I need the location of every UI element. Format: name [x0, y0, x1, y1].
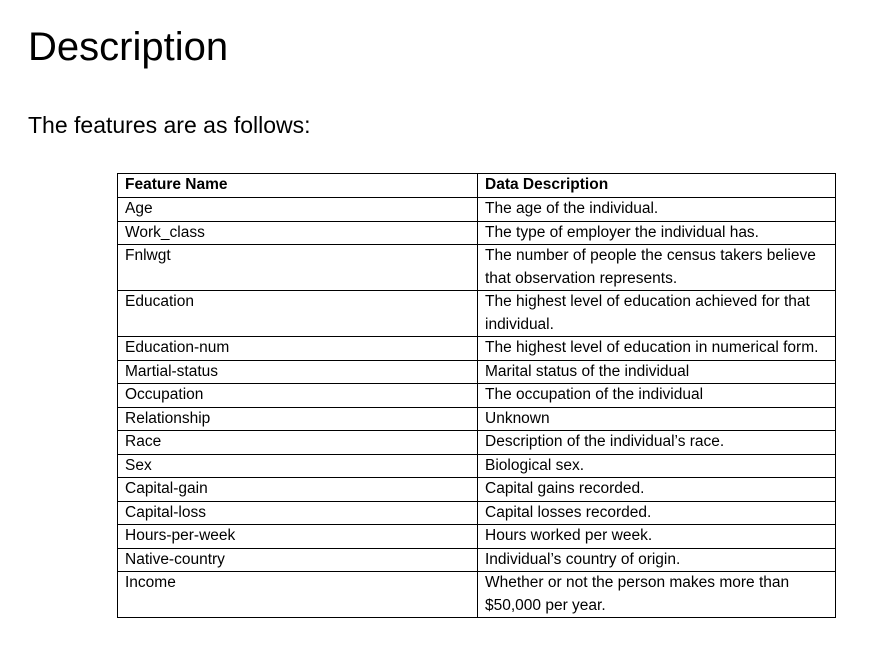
table-row — [118, 407, 836, 431]
table-row — [118, 221, 836, 245]
data-description-cell: Unknown — [478, 407, 836, 431]
table-row — [118, 245, 836, 291]
feature-name-cell: Capital-gain — [118, 478, 478, 502]
feature-name-cell: Education — [118, 291, 478, 337]
data-description-cell: The highest level of education in numerical form. — [478, 337, 836, 361]
feature-name-cell: Relationship — [118, 407, 478, 431]
table-row — [118, 337, 836, 361]
table-row — [118, 548, 836, 572]
feature-name-cell: Income — [118, 572, 478, 618]
data-description-cell: The occupation of the individual — [478, 384, 836, 408]
feature-name-cell: Capital-loss — [118, 501, 478, 525]
feature-name-cell: Race — [118, 431, 478, 455]
table-row — [118, 501, 836, 525]
data-description-cell: Hours worked per week. — [478, 525, 836, 549]
data-description-cell: Capital losses recorded. — [478, 501, 836, 525]
feature-name-cell: Education-num — [118, 337, 478, 361]
page-title: Description — [28, 25, 229, 69]
feature-name-cell: Fnlwgt — [118, 245, 478, 291]
table-row — [118, 198, 836, 222]
feature-name-cell: Work_class — [118, 221, 478, 245]
table-header-row — [118, 174, 836, 198]
data-description-cell: Marital status of the individual — [478, 360, 836, 384]
column-header-data-description: Data Description — [478, 174, 836, 198]
feature-name-cell: Age — [118, 198, 478, 222]
table-row — [118, 431, 836, 455]
table-row — [118, 525, 836, 549]
column-header-feature-name: Feature Name — [118, 174, 478, 198]
feature-name-cell: Hours-per-week — [118, 525, 478, 549]
data-description-cell: The type of employer the individual has. — [478, 221, 836, 245]
intro-text: The features are as follows: — [28, 112, 311, 138]
data-description-cell: Biological sex. — [478, 454, 836, 478]
table-row — [118, 360, 836, 384]
table-row — [118, 572, 836, 618]
data-description-cell: Capital gains recorded. — [478, 478, 836, 502]
feature-name-cell: Sex — [118, 454, 478, 478]
table-row — [118, 478, 836, 502]
data-description-cell: The age of the individual. — [478, 198, 836, 222]
feature-name-cell: Martial-status — [118, 360, 478, 384]
data-description-cell: Individual’s country of origin. — [478, 548, 836, 572]
table-row — [118, 384, 836, 408]
data-description-cell: Whether or not the person makes more than $50,000 per year. — [478, 572, 836, 618]
data-description-cell: The highest level of education achieved for that individual. — [478, 291, 836, 337]
data-description-cell: Description of the individual’s race. — [478, 431, 836, 455]
data-description-cell: The number of people the census takers believe that observation represents. — [478, 245, 836, 291]
feature-name-cell: Occupation — [118, 384, 478, 408]
table-row — [118, 291, 836, 337]
table-row — [118, 454, 836, 478]
feature-name-cell: Native-country — [118, 548, 478, 572]
features-table — [117, 173, 836, 618]
